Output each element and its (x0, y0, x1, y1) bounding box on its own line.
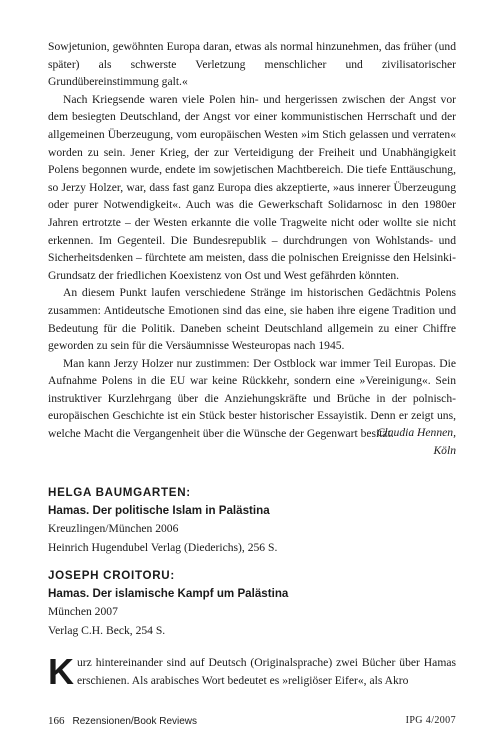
book-publisher: Heinrich Hugendubel Verlag (Diederichs), 256 S. (48, 540, 278, 554)
paragraph: Sowjetunion, gewöhnten Europa daran, etwas als normal hinzunehmen, das früher (und später) als schwerste Verletzung menschlicher und zivilisatorischer Grundübereinstimmung galt.« (48, 40, 456, 89)
reviewer-name: Claudia Hennen, (376, 426, 456, 439)
reviewer-city: Köln (433, 443, 456, 457)
paragraph: Nach Kriegsende waren viele Polen hin- und hergerissen zwischen der Angst vor dem besiegten Deutschland, der Angst vor einer kommunistischen Herrschaft und der allgemeinen Überzeugung, vom europäischen Westen »im Stich gelassen und verraten« worden zu sein. Jener Krieg, der zur Verteidigung der Freiheit und Unabhängigkeit Polens begonnen wurde, endete im sowjetischen Machtbereich. Die tiefe Enttäuschung, so Jerzy Holzer, war, dass fast ganz Europa dies akzeptierte, »aus innerer Überzeugung oder purer Notwendigkeit«. Auch was die Gewerkschaft Solidarnosc in den 1980er Jahren ertrotzte – der Westen erkannte die volle Tragweite nicht oder wollte sie nicht erkennen. Im Gegenteil. Die Bundesrepublik – durchdrungen von Wohlstands- und Sicherheitsdenken – fürchtete am meisten, dass die polnischen Ereignisse den Helsinki-Grundsatz der friedlichen Koexistenz von Ost und West gefährden könnten. (48, 92, 456, 282)
drop-cap: K (48, 651, 74, 692)
article-body (48, 38, 456, 443)
review-text: urz hintereinander sind auf Deutsch (Originalsprache) zwei Bücher über Hamas erschienen. Als arabisches Wort bedeutet es »religiöser Eifer«, als Akro (77, 656, 456, 687)
book-author: JOSEPH CROITORU: (48, 569, 175, 582)
book-author: HELGA BAUMGARTEN: (48, 486, 191, 499)
book-place-year: München 2007 (48, 605, 118, 618)
paragraph: An diesem Punkt laufen verschiedene Stränge im historischen Gedächtnis Polens zusammen: Antideutsche Emotionen sind das eine, sie haben ihre eigene Tradition und Bedeutung für die Politik. Daneben scheint Deutschland allgemein zu einer Chiffre geworden zu sein für die Versäumnisse Westeuropas nach 1945. (48, 286, 456, 353)
book-entry (48, 484, 456, 557)
paragraph: Man kann Jerzy Holzer nur zustimmen: Der Ostblock war immer Teil Europas. Die Aufnahme Polens in die EU war keine Rückkehr, sondern eine »Vereinigung«. Sein instruktiver Kurzlehrgang über die Anziehungskräfte und Brüche in der polnisch-europäischen Geschichte ist ein Stück bester historischer Essayistik. Denn er zeigt uns, welche Macht die Vergangenheit über die Wünsche der Gegenwart besitzt. (48, 356, 456, 441)
book-publisher: Verlag C.H. Beck, 254 S. (48, 623, 166, 637)
book-title: Hamas. Der politische Islam in Palästina (48, 504, 270, 517)
page-footer (48, 713, 456, 729)
reviewer-signature (48, 424, 456, 459)
section-label: Rezensionen/Book Reviews (72, 716, 198, 727)
book-title: Hamas. Der islamische Kampf um Palästina (48, 587, 289, 600)
journal-issue: IPG 4/2007 (405, 715, 456, 726)
page-number: 166 (48, 715, 65, 727)
book-place-year: Kreuzlingen/München 2006 (48, 522, 179, 535)
review-opening (48, 651, 456, 692)
book-entry (48, 567, 456, 640)
